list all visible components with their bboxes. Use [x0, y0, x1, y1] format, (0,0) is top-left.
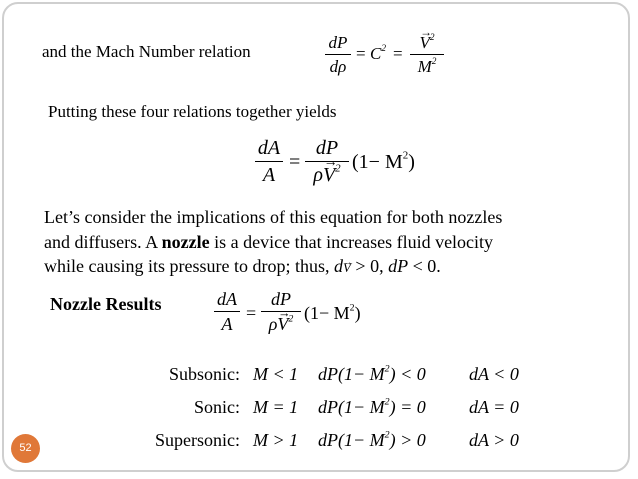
- implications-paragraph: Let’s consider the implications of this equation for both nozzles and diffusers. A nozzle is a device that increases fluid velocity while causing its pressure to drop; thus, d→ V > 0, dP < 0.: [44, 205, 502, 281]
- eq1-rhs-fraction: → $V^2$ $M^2$: [410, 34, 444, 75]
- mach-relation-text: and the Mach Number relation: [42, 42, 251, 61]
- eq1-mid: C: [370, 44, 382, 63]
- relations-text: Putting these four relations together yields: [48, 102, 337, 121]
- nozzle-term: nozzle: [161, 231, 210, 252]
- nozzle-results-title: Nozzle Results: [50, 294, 162, 314]
- eq1-lhs-fraction: dP dρ: [325, 34, 351, 75]
- slide-number-badge: 52: [11, 434, 40, 463]
